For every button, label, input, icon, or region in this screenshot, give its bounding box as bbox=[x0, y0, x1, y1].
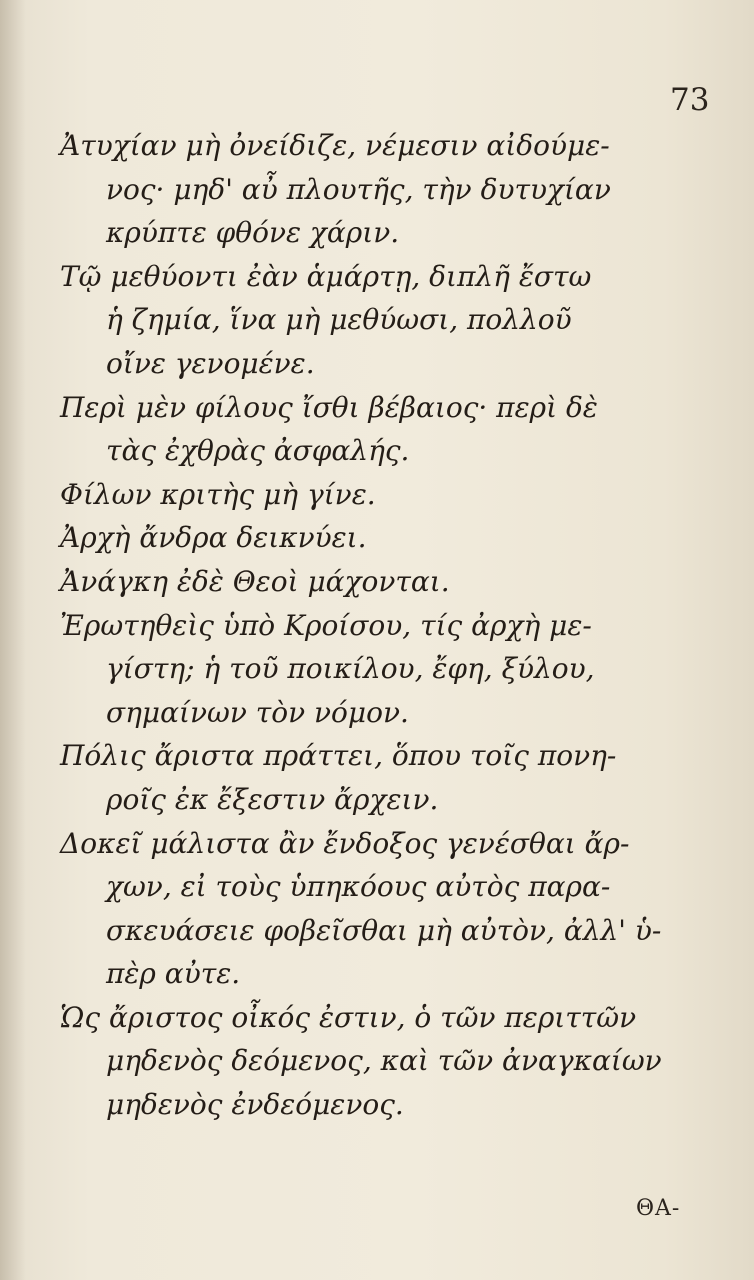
page-number: 73 bbox=[670, 82, 710, 118]
text-line: ροῖς ἐκ ἔξεστιν ἄρχειν. bbox=[106, 782, 439, 816]
text-line: νος· μηδ' αὖ πλουτῆς, τὴν δυτυχίαν bbox=[106, 172, 611, 206]
text-line: κρύπτε φθόνε χάριν. bbox=[106, 216, 400, 250]
catchword: ΘΑ- bbox=[636, 1196, 681, 1221]
text-line: πὲρ αὐτε. bbox=[106, 957, 241, 991]
text-line: τὰς ἐχθρὰς ἀσφαλής. bbox=[106, 434, 410, 468]
text-line: χων, εἰ τοὺς ὑπηκόους αὐτὸς παρα- bbox=[106, 870, 611, 904]
text-line: Πόλις ἄριστα πράττει, ὅπου τοῖς πονη- bbox=[60, 739, 617, 773]
text-line: Ἐρωτηθεὶς ὑπὸ Κροίσου, τίς ἀρχὴ με- bbox=[60, 608, 592, 642]
text-line: μηδενὸς ἐνδεόμενος. bbox=[106, 1088, 404, 1122]
text-line: γίστη; ἡ τοῦ ποικίλου, ἔφη, ξύλου, bbox=[106, 652, 595, 686]
text-line: μηδενὸς δεόμενος, καὶ τῶν ἀναγκαίων bbox=[106, 1044, 662, 1078]
text-line: Ἀτυχίαν μὴ ὀνείδιζε, νέμεσιν αἰδούμε- bbox=[60, 129, 610, 162]
text-line: σημαίνων τὸν νόμον. bbox=[106, 695, 409, 729]
text-line: Δοκεῖ μάλιστα ἂν ἔνδοξος γενέσθαι ἄρ- bbox=[60, 826, 630, 860]
text-line: ἡ ζημία, ἵνα μὴ μεθύωσι, πολλοῦ bbox=[106, 303, 572, 337]
text-line: Φίλων κριτὴς μὴ γίνε. bbox=[60, 477, 376, 511]
text-line: Τῷ μεθύοντι ἐὰν ἁμάρτῃ, διπλῆ ἔστω bbox=[60, 259, 592, 293]
text-line: Ὡς ἄριστος οἶκός ἐστιν, ὁ τῶν περιττῶν bbox=[60, 1000, 637, 1034]
text-line: Περὶ μὲν φίλους ἴσθι βέβαιος· περὶ δὲ bbox=[60, 390, 598, 424]
text-line: Ἀνάγκη ἐδὲ Θεοὶ μάχονται. bbox=[60, 564, 450, 598]
text-line: οἴνε γενομένε. bbox=[106, 346, 315, 380]
text-line: Ἀρχὴ ἄνδρα δεικνύει. bbox=[60, 521, 367, 555]
greek-text-block bbox=[60, 124, 730, 1127]
text-line: σκευάσειε φοβεῖσθαι μὴ αὐτὸν, ἀλλ' ὑ- bbox=[106, 913, 662, 947]
